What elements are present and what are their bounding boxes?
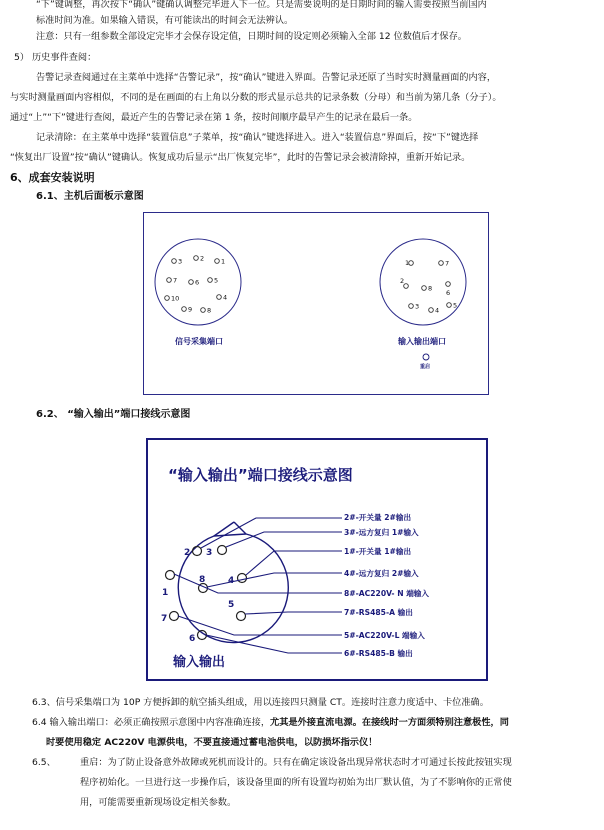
signal-pin bbox=[215, 259, 220, 264]
signal-pin-label: 8 bbox=[207, 306, 212, 315]
signal-pin-label: 2 bbox=[200, 254, 205, 263]
wiring-pin-label: 5 bbox=[228, 600, 235, 610]
section-6-heading: 6、成套安装说明 bbox=[10, 171, 95, 184]
para-6-4-bold: 尤其是外接直流电源。在接线时一方面须特别注意极性，同 bbox=[270, 717, 509, 728]
io-port-label: 输入输出端口 bbox=[398, 337, 446, 346]
signal-pin-label: 7 bbox=[173, 276, 178, 285]
io-pin-label: 1 bbox=[405, 259, 410, 267]
wiring-label: 5#-AC220V-L 端输入 bbox=[344, 631, 425, 640]
signal-pins bbox=[165, 255, 227, 315]
wiring-connector-label: 输入输出 bbox=[173, 655, 226, 670]
wiring-pin bbox=[238, 574, 247, 583]
wiring-label: 1#-开关量 1#输出 bbox=[344, 547, 412, 556]
doc-line-1: “下”键调整，再次按下“确认”键确认调整完毕进入下一位。只是需要说明的是日期时间的输入需要按照当前国内 bbox=[36, 0, 487, 10]
wiring-pin-label: 3 bbox=[206, 548, 213, 558]
signal-pin bbox=[194, 256, 199, 261]
io-pin-label: 3 bbox=[415, 302, 420, 311]
wiring-label: 2#-开关量 2#输出 bbox=[344, 513, 412, 522]
io-pin-label: 2 bbox=[400, 277, 405, 285]
doc-line-8: 记录清除：在主菜单中选择“装置信息”子菜单，按“确认”键选择进入。进入“装置信息”界面后，按“下”键选择 bbox=[36, 132, 479, 143]
wiring-pin-label: 2 bbox=[184, 548, 191, 558]
io-pin bbox=[439, 261, 444, 266]
wiring-pin bbox=[166, 571, 175, 580]
para-6-5-number: 6.5、 bbox=[32, 757, 56, 768]
signal-port-label: 信号采集端口 bbox=[175, 337, 223, 346]
section-6-2-heading: 6.2、 “输入输出”端口接线示意图 bbox=[36, 409, 191, 420]
section-6-1-heading: 6.1、主机后面板示意图 bbox=[36, 191, 144, 202]
para-6-4-line-1 bbox=[32, 715, 604, 731]
rear-panel-diagram bbox=[143, 212, 489, 395]
wiring-pin bbox=[170, 612, 179, 621]
signal-pin-label: 3 bbox=[178, 257, 183, 266]
doc-line-2: 标准时间为准。如果输入错误，有可能读出的时间会无法辨认。 bbox=[36, 15, 294, 26]
doc-line-9: “恢复出厂设置”按“确认”键确认。恢复成功后显示“出厂恢复完毕”，此时的告警记录会被清除掉，重新开始记录。 bbox=[10, 152, 471, 163]
signal-pin-label: 10 bbox=[171, 294, 180, 303]
doc-line-6: 与实时测量画面内容相似，不同的是在画面的右上角以分数的形式显示总共的记录条数（分母）和当前为第几条（分子）。 bbox=[10, 92, 502, 103]
wiring-pin-label: 4 bbox=[228, 576, 235, 586]
wiring-label: 7#-RS485-A 输出 bbox=[344, 608, 413, 617]
io-pin-label: 6 bbox=[446, 289, 451, 297]
wiring-label: 3#-远方复归 1#输入 bbox=[344, 528, 419, 537]
io-pin bbox=[446, 282, 451, 287]
signal-pin bbox=[217, 295, 222, 300]
wiring-pin bbox=[193, 547, 202, 556]
signal-pin bbox=[165, 296, 170, 301]
signal-pin-label: 4 bbox=[223, 293, 228, 302]
signal-pin-label: 6 bbox=[195, 278, 200, 287]
io-pin-label: 7 bbox=[445, 259, 450, 268]
signal-pin bbox=[208, 278, 213, 283]
para-6-5-line-2: 程序初始化。一旦进行这一步操作后，该设备里面的所有设置均初始为出厂默认值，为了不影响你的正常使 bbox=[80, 777, 512, 788]
wiring-pins bbox=[161, 546, 247, 645]
signal-pin bbox=[182, 307, 187, 312]
para-6-5-line-3: 用，可能需要重新现场设定相关参数。 bbox=[80, 797, 237, 808]
history-heading: 5） 历史事件查阅： bbox=[14, 52, 97, 63]
io-pin-label: 4 bbox=[435, 306, 440, 315]
wiring-pin-label: 1 bbox=[162, 588, 169, 598]
reset-label: 重启 bbox=[420, 364, 431, 370]
signal-pin-label: 5 bbox=[214, 276, 219, 285]
wiring-labels bbox=[344, 512, 429, 658]
para-6-4-line-2: 时要使用稳定 AC220V 电源供电，不要直接通过蓄电池供电，以防损坏指示仪！ bbox=[46, 737, 378, 748]
wiring-pin bbox=[237, 612, 246, 621]
io-pin bbox=[422, 286, 427, 291]
io-pin bbox=[409, 261, 414, 266]
signal-pin bbox=[201, 308, 206, 313]
io-pin-label: 5 bbox=[453, 301, 458, 310]
signal-pin-label: 9 bbox=[188, 305, 193, 314]
signal-pin bbox=[167, 278, 172, 283]
reset-button-icon[interactable] bbox=[423, 354, 429, 360]
io-connector-outline bbox=[380, 239, 466, 325]
wiring-label: 4#-远方复归 2#输入 bbox=[344, 569, 419, 578]
io-pin bbox=[447, 303, 452, 308]
wiring-pin-label: 6 bbox=[189, 634, 196, 644]
wiring-title: “输入输出”端口接线示意图 bbox=[168, 466, 353, 484]
signal-pin-label: 1 bbox=[221, 257, 226, 266]
signal-pin bbox=[189, 280, 194, 285]
para-6-3: 6.3、信号采集端口为 10P 方便拆卸的航空插头组成，用以连接四只测量 CT。连接时注意力度适中、卡位准确。 bbox=[32, 697, 489, 708]
io-pin-label: 8 bbox=[428, 284, 433, 293]
doc-line-7: 通过“上”“下”键进行查阅，最近产生的告警记录在第 1 条，按时间顺序最早产生的记录在最后一条。 bbox=[10, 112, 418, 123]
wiring-label: 8#-AC220V- N 端输入 bbox=[344, 589, 429, 598]
wiring-connector-outline bbox=[178, 534, 288, 643]
wiring-pin bbox=[218, 546, 227, 555]
io-pin bbox=[404, 284, 409, 289]
io-pins bbox=[400, 259, 457, 315]
io-pin bbox=[409, 304, 414, 309]
doc-note-line: 注意：只有一组参数全部设定完毕才会保存设定值，日期时间的设定则必须输入全部 12 位数值后才保存。 bbox=[36, 31, 467, 42]
para-6-4-normal: 6.4 输入输出端口：必须正确按照示意图中内容准确连接， bbox=[32, 717, 271, 728]
doc-line-5: 告警记录查阅通过在主菜单中选择“告警记录”，按“确认”键进入界面。告警记录还原了当时实时测量画面的内容， bbox=[36, 72, 497, 83]
signal-pin bbox=[172, 259, 177, 264]
wiring-diagram bbox=[146, 438, 488, 681]
io-pin bbox=[429, 308, 434, 313]
wiring-label: 6#-RS485-B 输出 bbox=[344, 649, 413, 658]
para-6-5-line-1: 重启：为了防止设备意外故障或死机而设计的。只有在确定该设备出现异常状态时才可通过长按此按钮实现 bbox=[80, 757, 512, 768]
wiring-pin-label: 8 bbox=[199, 575, 206, 585]
wiring-pin-label: 7 bbox=[161, 614, 168, 624]
